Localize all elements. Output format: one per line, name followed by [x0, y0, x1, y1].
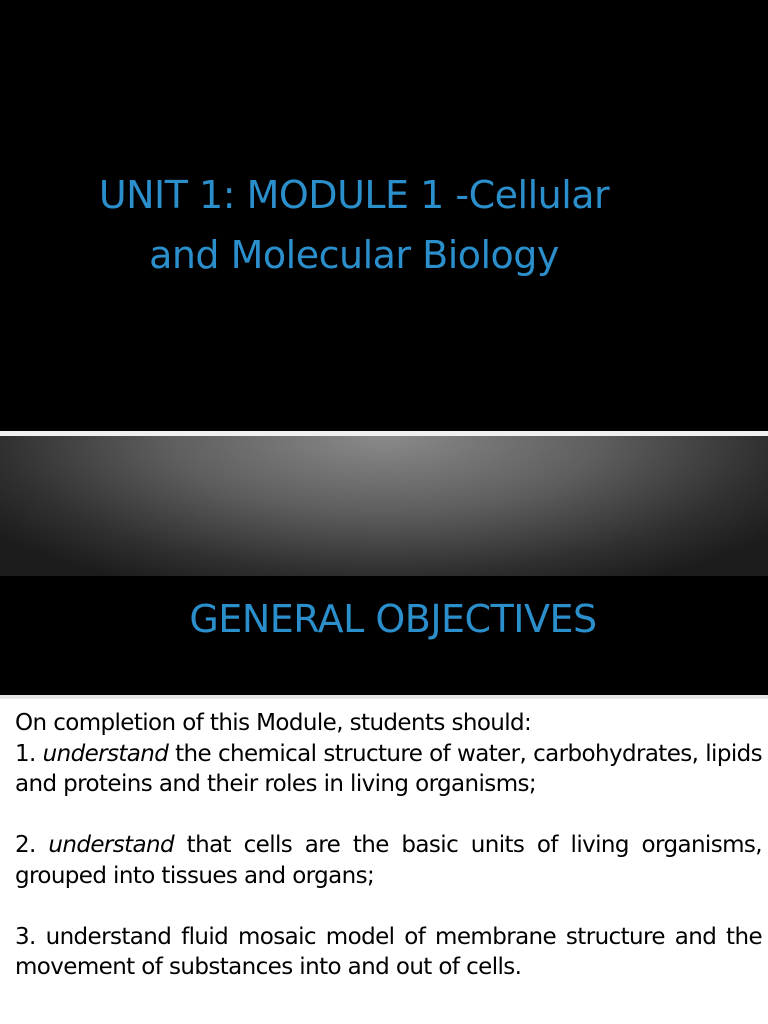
objective-text: the chemical structure of water, carbohydrates, lipids and proteins and their roles in living organisms;	[15, 740, 762, 797]
objective-text: that cells are the basic units of living organisms, grouped into tissues and organs;	[15, 832, 762, 889]
slide-title	[0, 165, 708, 285]
objective-item	[15, 922, 762, 983]
title-slide	[0, 0, 768, 431]
objectives-intro: On completion of this Module, students should:	[15, 710, 532, 736]
objective-number: 2.	[15, 832, 36, 858]
objective-verb: understand	[48, 832, 175, 858]
objectives-body	[15, 708, 762, 983]
section-slide	[0, 436, 768, 695]
objective-item	[15, 830, 762, 891]
section-title: GENERAL OBJECTIVES	[189, 597, 597, 641]
objective-text: fluid mosaic model of membrane structure and the movement of substances into and out of cells.	[15, 923, 762, 980]
paragraph-gap	[15, 891, 762, 922]
objective-number: 3.	[15, 923, 36, 950]
objective-verb: understand	[45, 923, 172, 950]
objective-item	[15, 739, 762, 800]
slide-gradient-banner	[0, 436, 768, 576]
objective-number: 1.	[15, 740, 36, 767]
slide-title-line-1: UNIT 1: MODULE 1 -Cellular	[98, 173, 610, 217]
objective-verb: understand	[42, 740, 169, 767]
paragraph-gap	[15, 800, 762, 831]
objectives-slide	[0, 699, 768, 1024]
slide-title-line-2: and Molecular Biology	[149, 233, 559, 277]
